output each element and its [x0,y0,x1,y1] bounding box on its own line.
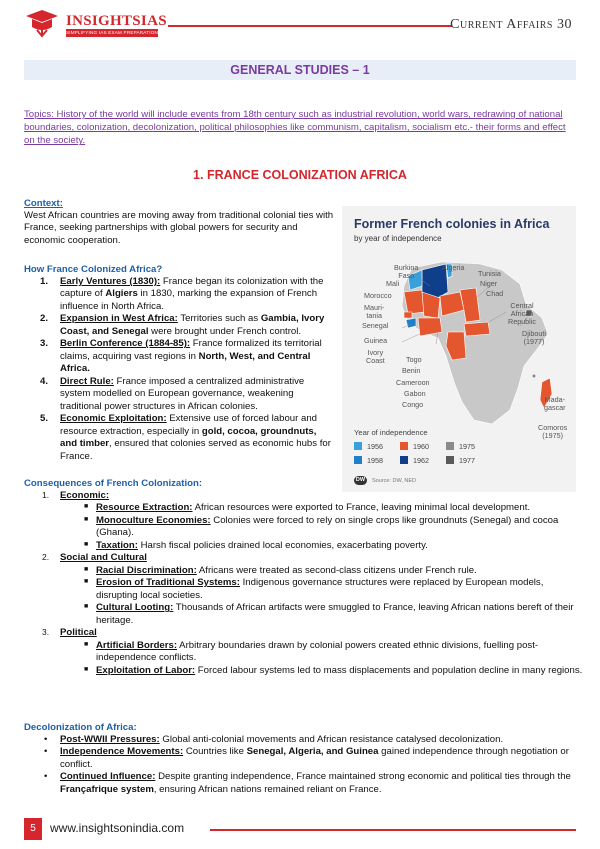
list-item: 3. Berlin Conference (1884-85): France formalized its territorial claims, acquiring vast regions in North, West, and Central Africa. [40,338,322,375]
label-madagascar: Mada- gascar [544,395,566,412]
label-ivory: Ivory Coast [366,348,385,365]
legend-item: 1975 [446,442,475,451]
category-heading: 1. Economic: [42,490,110,501]
label-car: Central African Republic [508,301,536,326]
list-item: 4. Direct Rule: France imposed a centralized administrative system modelled on European governance, weakening traditional power structures in African colonies. [40,375,305,412]
region-car [464,322,490,336]
category-heading: 2. Social and Cultural [42,552,147,564]
list-item: • Continued Influence: Despite granting independence, France maintained strong economic and political ties through the Françafrique system, ensuring African nations remained reliant on France. [44,771,571,795]
label-burkina: Burkina Faso [394,263,419,280]
label-mauritania: Mauri- tania [364,303,385,320]
label-tunisia: Tunisia [478,269,501,278]
category-heading: 3. Political [42,627,97,639]
header-title: Current Affairs 30 [450,17,572,32]
logo-tagline: SIMPLIFYING IAS EXAM PREPARATION [66,30,158,35]
consequences-heading: Consequences of French Colonization: [24,478,203,489]
list-item: • Post-WWII Pressures: Global anti-colonial movements and African resistance catalysed decolonization. [44,734,504,745]
label-togo: Togo [406,355,422,364]
logo-text: INSIGHTSIAS [66,13,167,29]
label-comoros: Comoros (1975) [538,423,568,440]
list-item: 1. Early Ventures (1830): France began its colonization with the capture of Algiers in 1830, marking the expansion of French influence in North Africa. [40,276,324,312]
list-item: ■ Artificial Borders: Arbitrary boundaries drawn by colonial powers created ethnic divisions, fuelling post-independence conflicts. [84,639,539,664]
legend-item: 1956 [354,442,383,451]
how-heading: How France Colonized Africa? [24,264,163,275]
context-heading: Context: [24,198,63,209]
list-item: ■ Exploitation of Labor: Forced labour systems led to mass displacements and population decline in many regions. [84,664,583,676]
label-cameroon: Cameroon [396,378,430,387]
label-morocco: Morocco [364,291,392,300]
label-algeria: Algeria [442,263,465,272]
list-item: ■ Taxation: Harsh fiscal policies drained local economies, exacerbating poverty. [84,539,428,551]
label-guinea: Guinea [364,336,388,345]
footer-rule [210,829,576,831]
page-header [0,0,600,44]
figure-source: Source: DW, NED [372,478,417,484]
label-niger: Niger [480,279,498,288]
label-congo: Congo [402,400,424,409]
label-chad: Chad [486,289,504,298]
section-banner: GENERAL STUDIES – 1 [24,60,576,80]
label-djibouti: Djibouti (1977) [522,329,546,346]
topics-link[interactable]: Topics: History of the world will include events from 18th century such as industrial revolution, world wars, redrawing of national boundaries, colonization, decolonization, political philosophies like communism, capitalism, socialism etc.- their forms and effect on the society. [24,109,566,147]
legend-item: 1977 [446,456,475,465]
list-item: • Independence Movements: Countries like Senegal, Algeria, and Guinea gained independence through negotiation or conflict. [44,746,569,770]
decolonization-heading: Decolonization of Africa: [24,722,137,733]
list-item: ■ Monoculture Economies: Colonies were forced to rely on single crops like groundnuts (Senegal) and cocoa (Ghana). [84,514,559,539]
region-comoros [533,375,536,378]
logo-emblem-icon [22,8,62,38]
list-item: 5. Economic Exploitation: Extensive use of forced labour and resource extraction, especially in gold, cocoa, groundnuts, and timber, ensured that colonies served as economic hubs for France. [40,413,331,462]
context-text: West African countries are moving away from traditional colonial ties with France, seeking partnerships with global powers for security and economic cooperation. [24,210,334,246]
list-item: 2. Expansion in West Africa: Territories such as Gambia, Ivory Coast, and Senegal were brought under French control. [40,313,325,337]
dw-logo-icon: DW [355,477,366,483]
figure-subtitle: by year of independence [354,234,442,243]
figure-title: Former French colonies in Africa [354,217,550,231]
region-senegal [404,312,412,318]
consequences-list [24,490,584,677]
footer-url-link[interactable]: www.insightsonindia.com [50,821,185,835]
list-item: ■ Cultural Looting: Thousands of African artifacts were smuggled to France, leaving African nations bereft of their heritage. [84,602,574,626]
legend-title: Year of independence [354,428,428,437]
colonies-map-figure [342,206,576,492]
article-title: 1. FRANCE COLONIZATION AFRICA [193,168,407,182]
page-number: 5 [24,818,42,840]
how-list [40,276,336,463]
label-mali: Mali [386,279,400,288]
list-item: ■ Resource Extraction: African resources were exported to France, leaving minimal local development. [84,502,531,514]
label-benin: Benin [402,366,421,375]
decolonization-list [24,734,576,796]
label-gabon: Gabon [404,389,426,398]
insightsias-logo [22,8,167,38]
list-item: ■ Erosion of Traditional Systems: Indigenous governance structures were replaced by European models, disrupting local societies. [84,577,544,601]
legend-item: 1960 [400,442,429,451]
legend-item: 1958 [354,456,383,465]
label-senegal: Senegal [362,321,389,330]
list-item: ■ Racial Discrimination: Africans were treated as second-class citizens under French rule. [84,564,477,576]
legend-item: 1962 [400,456,429,465]
header-rule [168,25,452,27]
page-footer [0,812,600,842]
region-guinea [406,318,416,328]
